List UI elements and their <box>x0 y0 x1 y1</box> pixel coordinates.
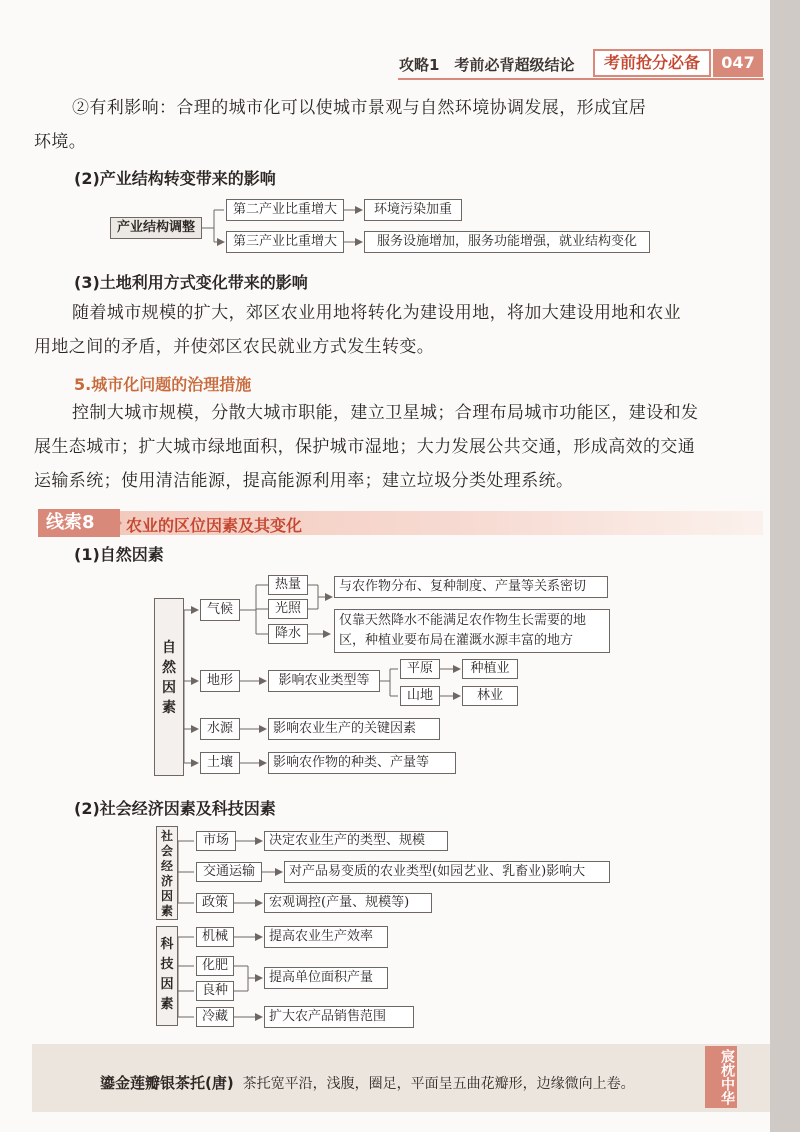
paragraph-favorable-impact: ②有利影响：合理的城市化可以使城市景观与自然环境协调发展，形成宜居 <box>72 98 647 118</box>
root-char: 因 <box>162 680 176 696</box>
natural-factors-root <box>154 598 184 776</box>
root-char: 因 <box>160 889 173 903</box>
paragraph-measures-2: 展生态城市；扩大城市绿地面积，保护城市湿地；大力发展公共交通，形成高效的交通 <box>34 437 696 457</box>
pollution-result-box: 环境污染加重 <box>364 199 462 221</box>
paragraph-favorable-impact-cont: 环境。 <box>34 132 87 152</box>
clue-title: 农业的区位因素及其变化 <box>126 516 303 535</box>
paragraph-measures-3: 运输系统；使用清洁能源，提高能源利用率；建立垃圾分类处理系统。 <box>34 471 574 491</box>
root-char: 技 <box>160 957 174 972</box>
social-factors-root <box>156 826 178 920</box>
market-result-box: 决定农业生产的类型、规模 <box>264 831 448 851</box>
root-char: 然 <box>162 660 176 676</box>
root-char: 社 <box>160 829 173 843</box>
root-char: 会 <box>160 844 173 858</box>
rain-result-box <box>334 609 610 653</box>
hill-box: 山地 <box>400 686 440 706</box>
footer-title: 鎏金莲瓣银茶托(唐) <box>100 1074 234 1092</box>
tertiary-industry-box: 第三产业比重增大 <box>226 231 344 253</box>
side-tag: 宸枕中华 <box>705 1046 737 1108</box>
root-char: 因 <box>160 977 174 992</box>
rain-result-line: 仅靠天然降水不能满足农作物生长需要的地 <box>339 613 587 628</box>
seed-box: 良种 <box>196 981 234 1001</box>
root-char: 经 <box>160 859 173 873</box>
plain-box: 平原 <box>400 659 440 679</box>
soil-result-box: 影响农作物的种类、产量等 <box>268 752 456 774</box>
heat-box: 热量 <box>268 575 308 595</box>
root-char: 济 <box>160 874 173 888</box>
header-badge: 考前抢分必备 <box>593 49 711 77</box>
forestry-box: 林业 <box>462 686 518 706</box>
section-5-heading: 5.城市化问题的治理措施 <box>74 375 252 394</box>
footer-caption <box>100 1072 635 1093</box>
machine-box: 机械 <box>196 927 234 947</box>
footer-description: 茶托宽平沿，浅腹，圈足，平面呈五曲花瓣形，边缘微向上卷。 <box>242 1076 635 1092</box>
transport-result-box: 对产品易变质的农业类型(如园艺业、乳畜业)影响大 <box>284 861 610 883</box>
transport-box: 交通运输 <box>196 862 262 882</box>
cold-storage-box: 冷藏 <box>196 1007 234 1027</box>
rain-box: 降水 <box>268 624 308 644</box>
terrain-box: 地形 <box>200 670 240 692</box>
market-box: 市场 <box>196 831 236 851</box>
climate-result-box: 与农作物分布、复种制度、产量等关系密切 <box>334 576 608 598</box>
subheading-land-use: (3)土地利用方式变化带来的影响 <box>74 273 308 292</box>
planting-box: 种植业 <box>462 659 518 679</box>
tech-factors-root <box>156 926 178 1026</box>
terrain-result-box: 影响农业类型等 <box>268 670 380 692</box>
root-char: 自 <box>162 640 176 656</box>
fertilizer-box: 化肥 <box>196 956 234 976</box>
rain-result-line: 区，种植业要布局在灌溉水源丰富的地方 <box>339 633 574 648</box>
climate-box: 气候 <box>200 599 240 621</box>
industry-root-box: 产业结构调整 <box>110 217 202 239</box>
subheading-natural: (1)自然因素 <box>74 545 164 564</box>
policy-box: 政策 <box>196 893 234 913</box>
running-header: 攻略1 考前必背超级结论 <box>399 56 575 74</box>
root-char: 素 <box>160 997 174 1012</box>
water-result-box: 影响农业生产的关键因素 <box>268 718 440 740</box>
secondary-industry-box: 第二产业比重增大 <box>226 199 344 221</box>
water-box: 水源 <box>200 718 240 740</box>
root-char: 素 <box>162 700 176 716</box>
root-char: 素 <box>160 904 173 918</box>
subheading-industry: (2)产业结构转变带来的影响 <box>74 169 276 188</box>
policy-result-box: 宏观调控(产量、规模等) <box>264 893 432 913</box>
paragraph-land-use-1: 随着城市规模的扩大，郊区农业用地将转化为建设用地，将加大建设用地和农业 <box>72 303 681 323</box>
yield-result-box: 提高单位面积产量 <box>264 967 388 989</box>
cold-result-box: 扩大农产品销售范围 <box>264 1006 414 1028</box>
paragraph-measures-1: 控制大城市规模，分散大城市职能，建立卫星城；合理布局城市功能区，建设和发 <box>72 403 699 423</box>
clue-tag: 线索8 <box>38 509 120 537</box>
soil-box: 土壤 <box>200 752 240 774</box>
machine-result-box: 提高农业生产效率 <box>264 926 388 948</box>
light-box: 光照 <box>268 599 308 619</box>
service-result-box: 服务设施增加，服务功能增强，就业结构变化 <box>364 231 650 253</box>
root-char: 科 <box>160 937 174 952</box>
paragraph-land-use-2: 用地之间的矛盾，并使郊区农民就业方式发生转变。 <box>34 337 435 357</box>
page-number: 047 <box>713 49 763 77</box>
subheading-social: (2)社会经济因素及科技因素 <box>74 799 276 818</box>
